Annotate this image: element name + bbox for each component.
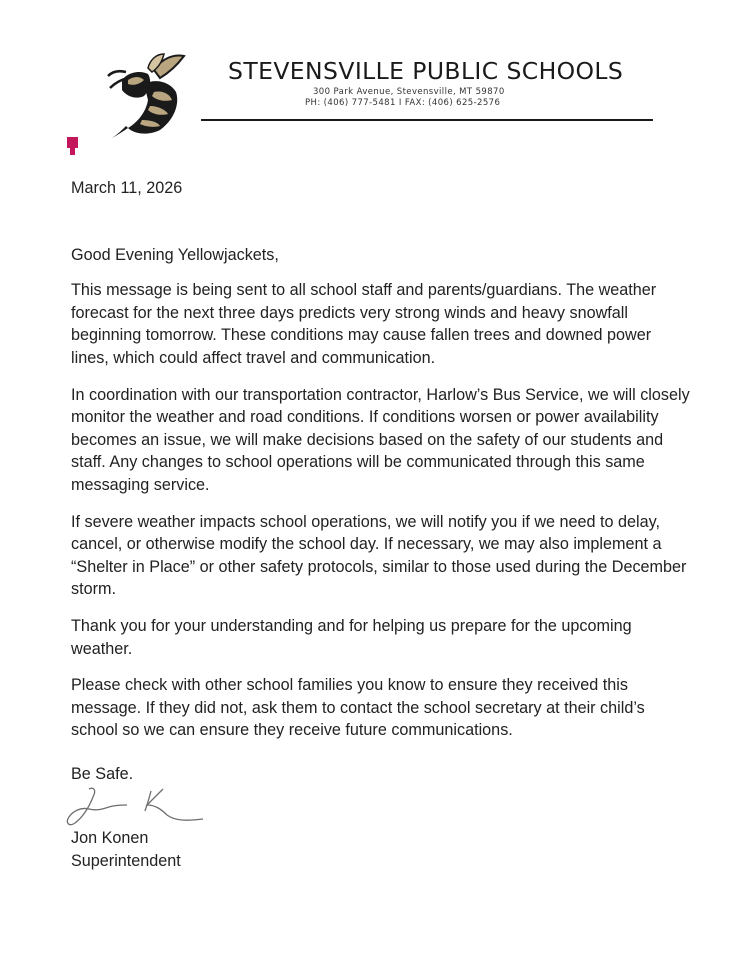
yellowjacket-mascot-icon: [104, 50, 190, 140]
letter-greeting: Good Evening Yellowjackets,: [71, 245, 279, 264]
letter-paragraph: Thank you for your understanding and for helping us prepare for the upcoming weather.: [71, 616, 632, 658]
header-divider: [201, 119, 653, 121]
letter-paragraph: In coordination with our transportation contractor, Harlow’s Bus Service, we will closely monitor the weather and road conditions. If conditions worsen or power availability becomes an issue, we will make decisions based on the safety of our students and staff. Any changes to school operations will be communicated through this same messaging service.: [71, 385, 690, 494]
letter-closing: Be Safe.: [71, 764, 134, 783]
letterhead: [0, 0, 750, 140]
letter-paragraph: This message is being sent to all school staff and parents/guardians. The weather forecast for the next three days predicts very strong winds and heavy snowfall beginning tomorrow. These conditions may cause fallen trees and downed power lines, which could affect travel and communication.: [71, 281, 657, 367]
signature-icon: [63, 783, 213, 831]
school-address: 300 Park Avenue, Stevensville, MT 59870: [313, 87, 505, 97]
school-name: STEVENSVILLE PUBLIC SCHOOLS: [228, 57, 624, 85]
letter-paragraph: If severe weather impacts school operations, we will notify you if we need to delay, cancel, or otherwise modify the school day. If necessary, we may also implement a “Shelter in Place” or other safety protocols, similar to those used during the December storm.: [71, 512, 687, 599]
letter-paragraph: Please check with other school families you know to ensure they received this message. If they did not, ask them to contact the school secretary at their child’s school so we can ensure they receive future communications.: [71, 676, 645, 740]
letter-date: March 11, 2026: [71, 179, 183, 197]
letter-body: [71, 177, 691, 873]
school-phone-fax: PH: (406) 777-5481 I FAX: (406) 625-2576: [305, 98, 501, 108]
signer-title: Superintendent: [71, 852, 181, 871]
bookmark-icon: [67, 137, 78, 155]
signer-name: Jon Konen: [71, 829, 149, 848]
